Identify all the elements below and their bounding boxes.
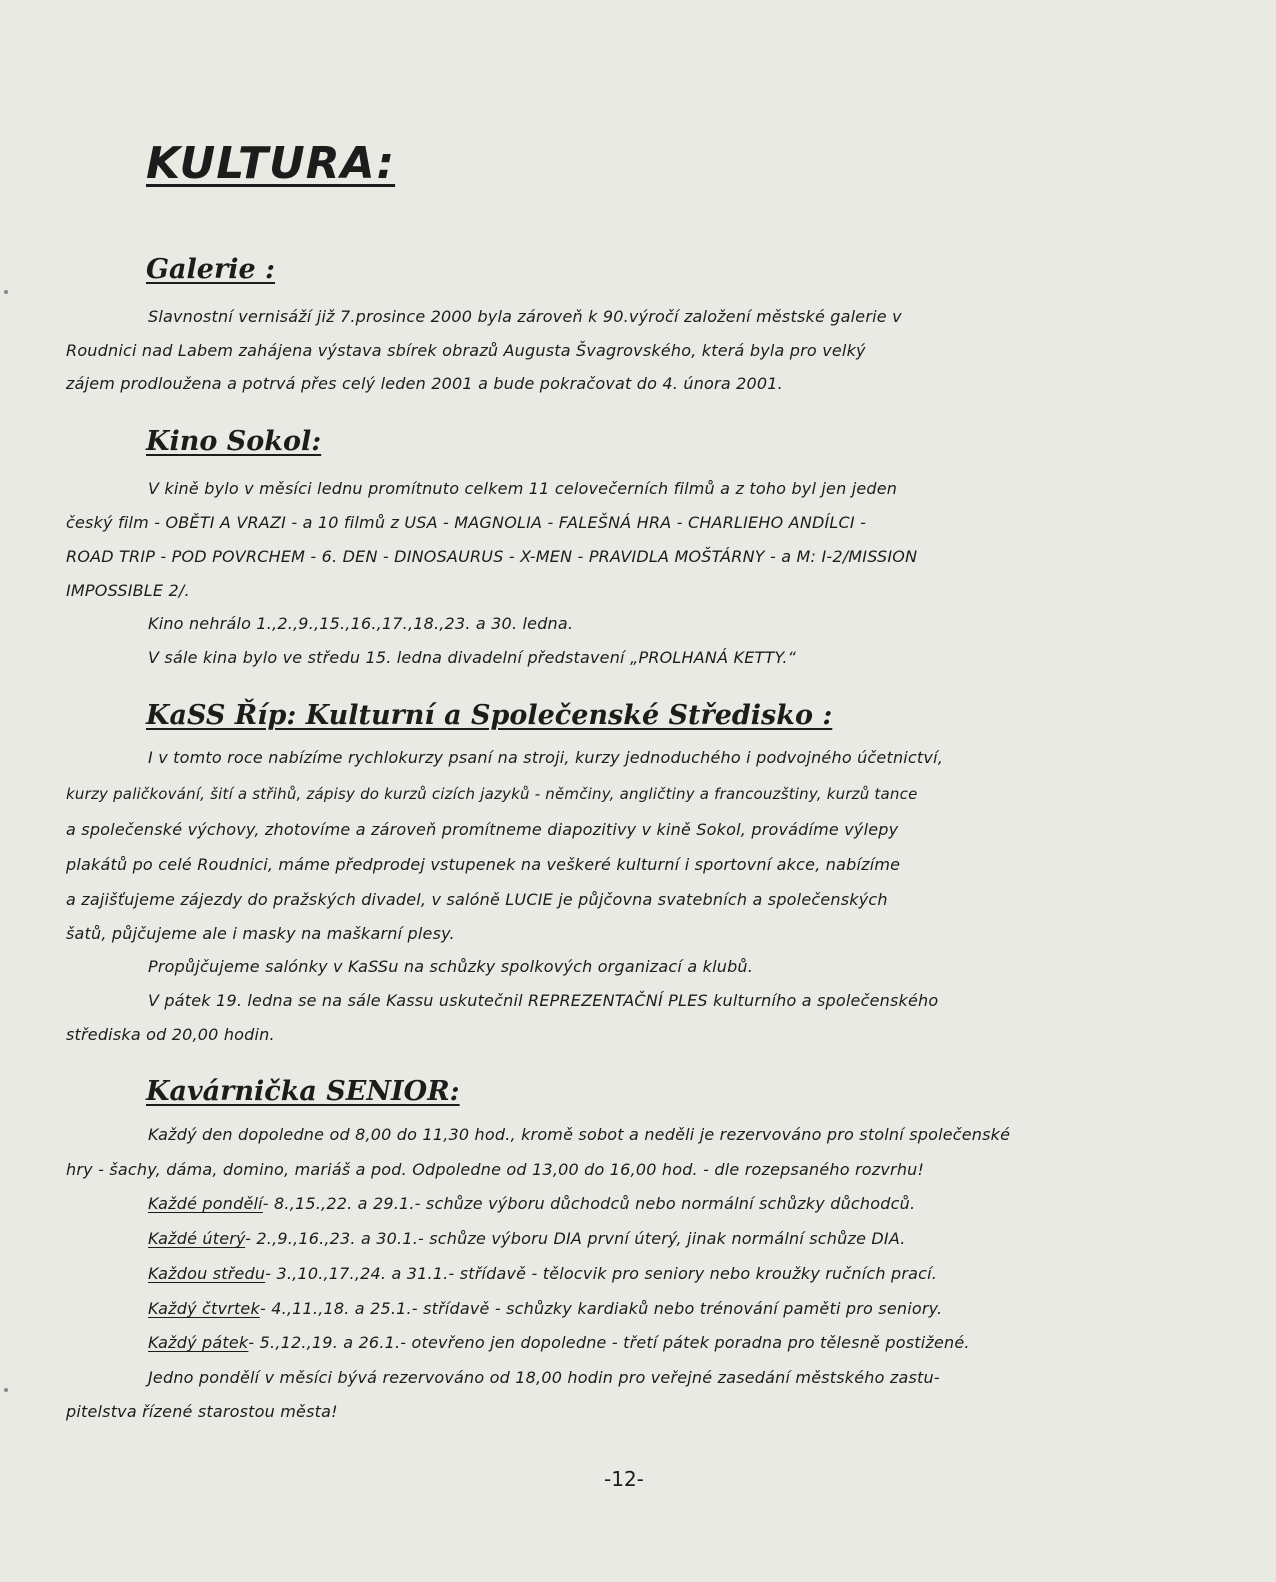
schedule-day: Každou středu: [148, 1264, 266, 1283]
text-line: I v tomto roce nabízíme rychlokurzy psaní na stroji, kurzy jednoduchého i podvojného účetnictví,: [148, 748, 944, 767]
schedule-text: - 4.,11.,18. a 25.1.- střídavě - schůzky kardiaků nebo trénování paměti pro seniory.: [259, 1299, 943, 1318]
page-number: -12-: [604, 1467, 644, 1491]
schedule-text: - 8.,15.,22. a 29.1.- schůze výboru důchodců nebo normální schůzky důchodců.: [262, 1194, 916, 1213]
text-line: a zajišťujeme zájezdy do pražských divadel, v salóně LUCIE je půjčovna svatebních a společenských: [66, 890, 888, 909]
text-line: Roudnici nad Labem zahájena výstava sbírek obrazů Augusta Švagrovského, která byla pro velký: [66, 341, 866, 360]
text-line: Propůjčujeme salónky v KaSSu na schůzky spolkových organizací a klubů.: [148, 957, 754, 976]
text-line: střediska od 20,00 hodin.: [66, 1025, 275, 1044]
schedule-text: - 5.,12.,19. a 26.1.- otevřeno jen dopoledne - třetí pátek poradna pro tělesně postižené.: [248, 1333, 970, 1352]
text-line: Každý den dopoledne od 8,00 do 11,30 hod., kromě sobot a neděli je rezervováno pro stolní společenské: [148, 1125, 1011, 1144]
text-line: český film - OBĚTI A VRAZI - a 10 filmů z USA - MAGNOLIA - FALEŠNÁ HRA - CHARLIEHO ANDÍLCI -: [66, 513, 867, 532]
schedule-text: - 2.,9.,16.,23. a 30.1.- schůze výboru DIA první úterý, jinak normální schůze DIA.: [245, 1229, 906, 1248]
schedule-row: [148, 1229, 906, 1248]
text-line: kurzy paličkování, šití a střihů, zápisy do kurzů cizích jazyků - němčiny, angličtiny a francouzštiny, kurzů tance: [66, 785, 918, 803]
schedule-day: Každé úterý: [148, 1229, 246, 1248]
schedule-day: Každé pondělí: [148, 1194, 263, 1213]
section-heading-kass: KaSS Říp: Kulturní a Společenské Středisko :: [146, 700, 833, 731]
text-line: Slavnostní vernisáží již 7.prosince 2000 byla zároveň k 90.výročí založení městské galerie v: [148, 307, 902, 326]
bleed-through-shadow: [820, 130, 1150, 330]
text-line: plakátů po celé Roudnici, máme předprodej vstupenek na veškeré kulturní i sportovní akce, nabízíme: [66, 855, 901, 874]
text-line: zájem prodloužena a potrvá přes celý leden 2001 a bude pokračovat do 4. února 2001.: [66, 374, 783, 393]
text-line: pitelstva řízené starostou města!: [66, 1402, 338, 1421]
text-line: a společenské výchovy, zhotovíme a zároveň promítneme diapozitivy v kině Sokol, provádíme výlepy: [66, 820, 899, 839]
binding-hole-mark: [4, 1388, 8, 1392]
schedule-day: Každý čtvrtek: [148, 1299, 260, 1318]
schedule-row: [148, 1194, 915, 1213]
section-heading-kino: Kino Sokol:: [146, 426, 322, 457]
text-line: Kino nehrálo 1.,2.,9.,15.,16.,17.,18.,23. a 30. ledna.: [148, 614, 574, 633]
text-line: ROAD TRIP - POD POVRCHEM - 6. DEN - DINOSAURUS - X-MEN - PRAVIDLA MOŠTÁRNY - a M: I-2/MISSION: [66, 547, 918, 566]
text-line: hry - šachy, dáma, domino, mariáš a pod. Odpoledne od 13,00 do 16,00 hod. - dle rozepsaného rozvrhu!: [66, 1160, 925, 1179]
section-heading-galerie: Galerie :: [146, 254, 276, 285]
schedule-day: Každý pátek: [148, 1333, 249, 1352]
schedule-row: [148, 1299, 942, 1318]
text-line: V kině bylo v měsíci lednu promítnuto celkem 11 celovečerních filmů a z toho byl jen jeden: [148, 479, 898, 498]
text-line: IMPOSSIBLE 2/.: [66, 581, 190, 600]
text-line: Jedno pondělí v měsíci bývá rezervováno od 18,00 hodin pro veřejné zasedání městského zastu-: [148, 1368, 940, 1387]
text-line: V sále kina bylo ve středu 15. ledna divadelní představení „PROLHANÁ KETTY.“: [148, 648, 797, 667]
section-heading-kavarnicka: Kavárnička SENIOR:: [146, 1076, 460, 1107]
schedule-row: [148, 1333, 970, 1352]
schedule-row: [148, 1264, 937, 1283]
binding-hole-mark: [4, 290, 8, 294]
page-title: KULTURA:: [146, 138, 396, 189]
text-line: V pátek 19. ledna se na sále Kassu uskutečnil REPREZENTAČNÍ PLES kulturního a společenského: [148, 991, 939, 1010]
schedule-text: - 3.,10.,17.,24. a 31.1.- střídavě - tělocvik pro seniory nebo kroužky ručních prací.: [265, 1264, 938, 1283]
text-line: šatů, půjčujeme ale i masky na maškarní plesy.: [66, 924, 455, 943]
